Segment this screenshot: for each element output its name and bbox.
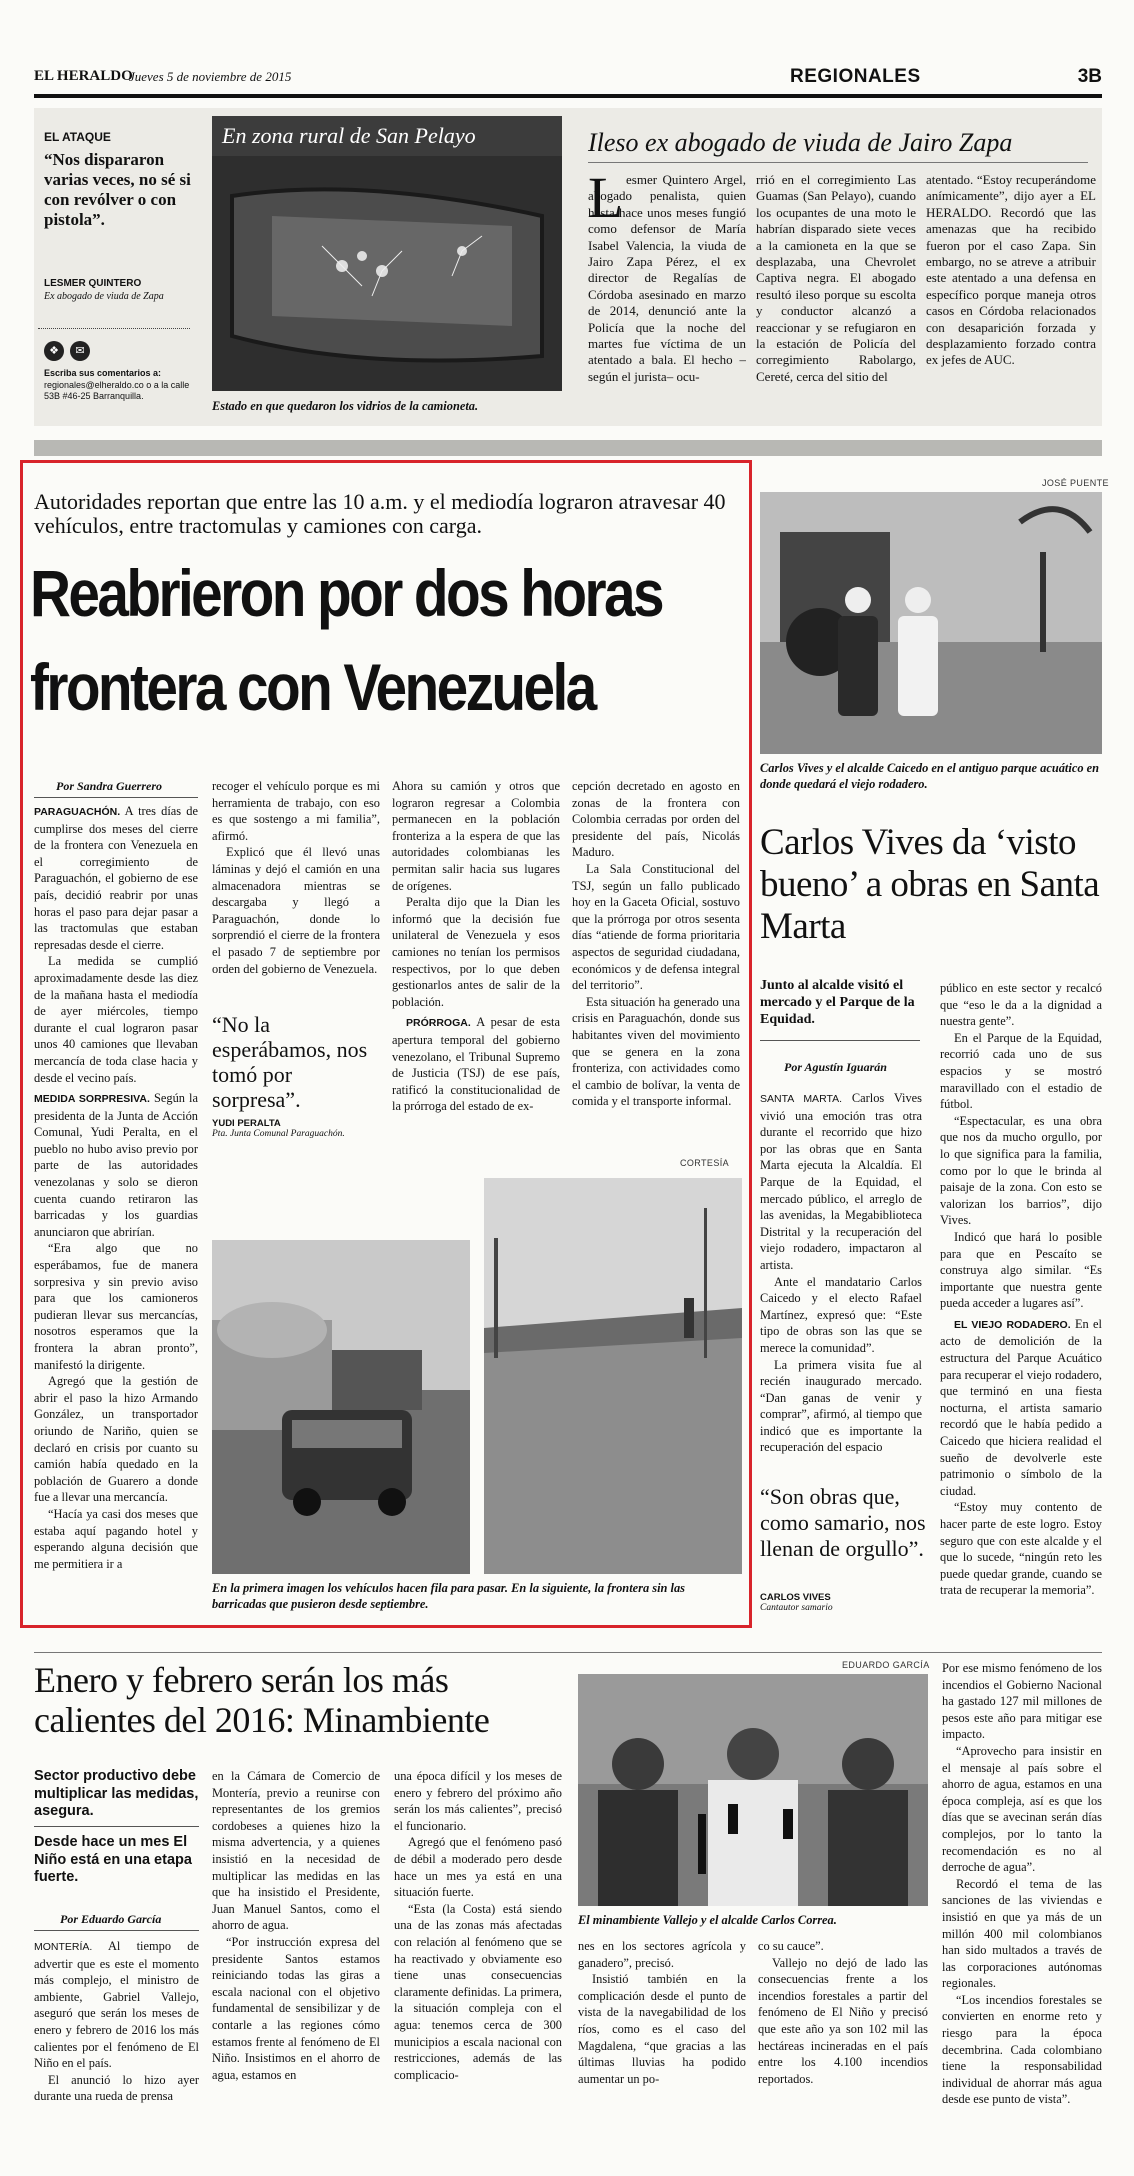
main-col-4: [572, 778, 740, 1150]
paragraph: nes en los sectores agrícola y ganadero”, precisó.: [578, 1939, 746, 1970]
paragraph: [34, 1938, 199, 2072]
top-story-col-3: [926, 172, 1096, 412]
photo-title-banner: [212, 116, 562, 156]
paragraph: “Esta (la Costa) está siendo una de las zonas más afectadas con relación al fenómeno que se ha reactivado y obviamente eso tiene unas consecuencias claramente definidas. La primera, la situación compleja con el agua: tenemos cerca de 300 municipios a escala nacional con restricciones, además de las complicacio-: [394, 1901, 562, 2082]
top-story-headline: Ileso ex abogado de viuda de Jairo Zapa: [588, 128, 1013, 157]
paragraph: “Por instrucción expresa del presidente Santos estamos reiniciando todas las giras a escala nacional con el objetivo fundamental de sensibilizar y de contarle a las regiones cómo estamos frente al fenómeno de El Niño. Insistimos en el ahorro de agua, estamos en: [212, 1934, 380, 2082]
paragraph: [760, 1090, 922, 1274]
main-byline-rule: [34, 797, 198, 798]
paragraph: Agregó que el fenómeno pasó de débil a moderado pero desde hace un mes ya está en una situación fuerte.: [394, 1835, 562, 1900]
paragraph-text: A pesar de esta apertura temporal del gobierno venezolano, el Tribunal Supremo de Justicia (TSJ) de ese país, ratificó la constitucionalidad de la prórroga del estado de ex-: [392, 1015, 560, 1114]
top-story-photo: [212, 116, 562, 391]
paragraph: Ahora su camión y otros que lograron regresar a Colombia permanecen en la población fronteriza a la espera de que las autoridades colombianas les permitan salir hacia sus lugares de orígenes.: [392, 779, 560, 893]
paragraph: [34, 803, 198, 953]
photo-title: En zona rural de San Pelayo: [222, 123, 476, 148]
top-story-col-1: [588, 165, 746, 412]
paragraph: “Los incendios forestales se convierten en enorme reto y riesgo para la época decembrina. Cada colombiano tiene la responsabilidad individual de ahorrar más agua desde ese punto de vista”.: [942, 1992, 1102, 2107]
main-col-1: [34, 803, 198, 1621]
paragraph: “Estoy muy contento de hacer parte de este logro. Estoy seguro que con este alcalde y el que lo sucede, “ningún reto les puede quedar grande, cuando se trata de recuperar la memoria”.: [940, 1500, 1102, 1598]
press-conference-image: [578, 1674, 928, 1906]
paragraph: En el Parque de la Equidad, recorrió cada uno de sus espacios y se mostró maravillado con el estadio de fútbol.: [940, 1030, 1102, 1112]
sidebar-divider: [38, 328, 190, 329]
paragraph: [34, 1090, 198, 1240]
paragraph: Indicó que hará lo posible para que en Pescaíto se construya algo similar. “Es importante que nuestra gente pueda acceder a lugares así”.: [940, 1229, 1102, 1311]
paragraph: [392, 1014, 560, 1115]
vives-byline: Por Agustín Iguarán: [784, 1060, 887, 1074]
vives-pullquote: “Son obras que, como samario, nos llenan de orgullo”.: [760, 1484, 926, 1561]
page-number: 3B: [1077, 66, 1102, 87]
bottom-col-3: [394, 1768, 562, 2134]
paragraph: “Aprovecho para insistir en el mensaje al país sobre el ahorro de agua, estamos en una época compleja, así es que los días que se avecinan serán días complejos, por lo tanto la recomendación es no al derroche de agua”.: [942, 1743, 1102, 1875]
subhead: MEDIDA SORPRESIVA.: [34, 1093, 150, 1106]
paragraph: “Era algo que no esperábamos, fue de manera sorpresiva y sin previo aviso para que los camioneros pudieran llevar sus mercancías, nosotros esperamos que la frontera la abran pronto”, manifestó la dirigente.: [34, 1241, 198, 1372]
main-photo-trucks: [212, 1240, 470, 1574]
paragraph-text: En el acto de demolición de la estructura del Parque Acuático para recuperar el viejo rodadero, que terminó en una fiesta nocturna, el artista samario recordó que le había pedido a Caicedo que hiciera realidad el sueño de devolverle este patrimonio o símbolo de la ciudad.: [940, 1316, 1102, 1498]
paragraph: Vallejo no dejó de lado las consecuencias frente a los incendios forestales a partir del fenómeno de El Niño y precisó que este año ya son 102 mil las hectáreas incineradas en el país entre los 4.100 incendios reportados.: [758, 1955, 928, 2086]
main-photo-credit: CORTESÍA: [680, 1158, 730, 1168]
section-name: REGIONALES: [790, 66, 921, 87]
section-separator-band: [34, 440, 1102, 456]
bottom-photo-caption: El minambiente Vallejo y el alcalde Carlos Correa.: [578, 1913, 837, 1927]
paragraph: “Espectacular, es una obra que nos da mucho orgullo, por lo que significa para la familia, como por lo que le brinda al paisaje de la zona. Con esto se valorizan los barrios”, dijo Vives.: [940, 1113, 1102, 1228]
paragraph: Recordó el tema de las sanciones de las viviendas e insistió en que ya más de un millón 400 mil colombianos han sido multados a través de las corporaciones autónomas regionales.: [942, 1876, 1102, 1991]
main-col-2: [212, 778, 380, 1018]
shattered-windshield-image: [212, 156, 562, 391]
empty-border-road-image: [484, 1178, 742, 1574]
dateline: MONTERÍA.: [34, 1941, 93, 1953]
comments-label: Escriba sus comentarios a:: [44, 368, 162, 378]
bottom-headline: Enero y febrero serán los más calientes del 2016: Minambiente: [34, 1660, 490, 1740]
bottom-photo-credit: EDUARDO GARCÍA: [842, 1660, 930, 1670]
page-header: [34, 66, 1102, 92]
bottom-col-5: [758, 1938, 928, 2134]
paragraph: El anunció lo hizo ayer durante una rueda de prensa: [34, 2072, 199, 2104]
vives-photo-caption: Carlos Vives y el alcalde Caicedo en el antiguo parque acuático en donde quedará el viejo rodadero.: [760, 761, 1099, 791]
paragraph: “Hacía ya casi dos meses que estaba aquí pagando hotel y esperando alguna decisión que me permitiera ir a: [34, 1506, 198, 1571]
top-headline-rule: [588, 162, 1088, 163]
bottom-col-6: [942, 1660, 1102, 2134]
top-story-col-2: [756, 172, 916, 412]
edition-date: Jueves 5 de noviembre de 2015: [129, 69, 292, 84]
paragraph: Explicó que él llevó unas láminas y dejó el camión en una almacenadora mientras se descargaba y llegó a Paraguachón, donde lo sorprendió el cierre de la frontera el pasado 7 de septiembre por orden del gobierno de Venezuela.: [212, 845, 380, 976]
bottom-byline: Por Eduardo García: [60, 1912, 162, 1926]
sidebar-author-role: Ex abogado de viuda de Zapa: [44, 291, 164, 302]
pullquote-name: YUDI PERALTA: [212, 1118, 281, 1129]
paragraph: en la Cámara de Comercio de Montería, previo a reunirse con representantes de los gremios cordobeses a quienes hizo la misma advertencia, y a quienes insistió en la necesidad de multiplicar las medidas en las que ha insistido el Presidente, Juan Manuel Santos, como el ahorro de agua.: [212, 1769, 380, 1933]
speech-bubble-icon[interactable]: ❖: [44, 341, 64, 361]
paragraph-text: Carlos Vives vivió una emoción tras otra durante el recorrido que hizo por las obras que en Santa Marta ejecuta la Alcaldía. El Parque de la Equidad, el mercado público, el arreglo de las avenidas, la Megabiblioteca Distrital y la recuperación del viejo rodadero, impactaron al artista.: [760, 1091, 922, 1272]
subhead: EL VIEJO RODADERO.: [954, 1318, 1071, 1331]
paragraph: cepción decretado en agosto en zonas de la frontera con Colombia cerradas por orden del presidente del país, Nicolás Maduro.: [572, 779, 740, 860]
bottom-summary-2: Desde hace un mes El Niño está en una etapa fuerte.: [34, 1834, 192, 1885]
paragraph: recoger el vehículo porque es mi herramienta de trabajo, con eso es que sostengo a mi familia”, afirmó.: [212, 779, 380, 843]
main-photo-border: [484, 1178, 742, 1574]
paragraph: Insistió también en la complicación desde el punto de vista de la navegabilidad de los ríos, como es el caso del Magdalena, “que gracias a las últimas lluvias ha podido aumentar un po-: [578, 1972, 746, 2086]
paragraph: rrió en el corregimiento Las Guamas (San Pelayo), cuando los ocupantes de una moto le habrían disparado siete veces a la camioneta en la que se desplazaba, una Chevrolet Captiva negra. El abogado resultó ileso porque su escolta y conductor alcanzó a reaccionar y se refugiaron en la estación de Policía del corregimiento Rabolargo, Cereté, cerca del sitio del: [756, 172, 916, 384]
dateline: PARAGUACHÓN.: [34, 806, 121, 818]
paragraph: Peralta dijo que la Dian les informó que la decisión fue unilateral de Venezuela y esos camiones no tenían los permisos respectivos, por lo que deben gestionarlos antes de salir de la población.: [392, 895, 560, 1009]
pullquote-role: Pta. Junta Comunal Paraguachón.: [212, 1129, 345, 1139]
paragraph: [940, 1316, 1102, 1500]
bottom-summary-1: Sector productivo debe multiplicar las medidas, asegura.: [34, 1768, 199, 1819]
drop-cap: L: [588, 165, 624, 230]
vives-col-1: [760, 1090, 922, 1480]
vives-photo: [760, 492, 1102, 754]
paragraph: co su cauce”.: [758, 1939, 824, 1953]
sidebar-quote: “Nos dispararon varias veces, no sé si con revólver o con pistola”.: [44, 150, 191, 229]
sidebar-kicker: EL ATAQUE: [44, 130, 111, 144]
bottom-col-2: [212, 1768, 380, 2134]
main-subtitle: Autoridades reportan que entre las 10 a.m. y el mediodía lograron atravesar 40 vehículos, entre tractomulas y camiones con carga.: [34, 489, 726, 538]
vives-headline: Carlos Vives da ‘visto bueno’ a obras en Santa Marta: [760, 822, 1100, 947]
vives-col-2: [940, 980, 1102, 1620]
paragraph: Por ese mismo fenómeno de los incendios el Gobierno Nacional ha gastado 127 mil millones de pesos este año para mitigar ese impacto.: [942, 1661, 1102, 1742]
paragraph-text: Según la presidenta de la Junta de Acción Comunal, Yudi Peralta, en el pueblo no hubo aviso previo por parte de las autoridades venezolanas y solo se dieron cuenta cuando retiraron las barricadas y los guardias anunciaron que abrirían.: [34, 1091, 198, 1239]
top-photo-caption: Estado en que quedaron los vidrios de la camioneta.: [212, 399, 479, 413]
bottom-col-4: [578, 1938, 746, 2134]
vives-pullquote-name: CARLOS VIVES: [760, 1592, 831, 1603]
sidebar-box: [34, 116, 196, 416]
paragraph-text: Al tiempo de advertir que es este el momento más complejo, el ministro de ambiente, Gabriel Vallejo, aseguró que serán los meses de enero y febrero de 2016 los más calientes por el fenómeno de El Niño en el país.: [34, 1939, 199, 2071]
main-headline-line-1: Reabrieron por dos horas: [30, 556, 662, 630]
paragraph: Ante el mandatario Carlos Caicedo y el electo Rafael Martínez, expresó que: “Este tipo de obras son las que se merece la comunidad”.: [760, 1274, 922, 1355]
paragraph: público en este sector y recalcó que “eso le da a la dignidad a nuestra gente”.: [940, 981, 1102, 1029]
main-headline-line-2: frontera con Venezuela: [30, 650, 595, 724]
vives-photo-credit: JOSÉ PUENTE: [1042, 478, 1109, 488]
bottom-byline-rule: [34, 1930, 199, 1931]
main-col-3: [392, 778, 560, 1150]
paragraph: La primera visita fue al recién inaugurado mercado. “Dan ganas de venir y comprar”, afirmó, al tiempo que indicó que es importante la recuperación del espacio: [760, 1357, 922, 1455]
header-rule: [34, 94, 1102, 98]
main-photo-caption: En la primera imagen los vehículos hacen fila para pasar. En la siguiente, la frontera sin las barricadas que pusieron desde septiembre.: [212, 1581, 685, 1611]
sidebar-author: LESMER QUINTERO: [44, 278, 142, 289]
bottom-section-rule: [34, 1652, 1102, 1653]
paragraph: La medida se cumplió aproximadamente desde las diez de la mañana hasta el mediodía de ayer miércoles, tiempo durante el cual lograron pasar unos 40 camiones que llevaban mercancía de toda clase hacia y desde el vecino país.: [34, 954, 198, 1085]
paragraph: esmer Quintero Argel, abogado penalista, quien hasta hace unos meses fungió como defensor de María Isabel Valencia, la viuda de Jairo Zapa Pérez, el ex director de Regalías de Córdoba asesinado en marzo de 2014, denunció ante la Policía que la noche del martes fue víctima de un atentado a bala. El hecho –según el jurista– ocu-: [588, 172, 746, 384]
paragraph: La Sala Constitucional del TSJ, según un fallo publicado hoy en la Gaceta Oficial, sostuvo que la prórroga por otros sesenta días “atiende de forma prioritaria aspectos de seguridad ciudadana, económicos y de defensa integral del territorio”.: [572, 861, 740, 993]
vives-summary: Junto al alcalde visitó el mercado y el Parque de la Equidad.: [760, 978, 915, 1027]
paragraph: Esta situación ha generado una crisis en Paraguachón, donde sus habitantes viven del movimiento que se genera en la zona fronteriza, con actividades como el cambio de bolívar, la venta de comida y el transporte informal.: [572, 994, 740, 1109]
main-pullquote: “No la esperábamos, nos tomó por sorpresa”.: [212, 1012, 368, 1112]
subhead: PRÓRROGA.: [406, 1017, 471, 1030]
email-icon[interactable]: ✉: [70, 341, 90, 361]
dateline: SANTA MARTA.: [760, 1093, 843, 1105]
comments-contact[interactable]: regionales@elheraldo.co o a la calle 53B #46-25 Barranquilla.: [44, 380, 190, 401]
paragraph: atentado. “Estoy recuperándome anímicamente”, dijo ayer a EL HERALDO. Recordó que las amenazas que ha recibido fueron por el caso Zapa. Sin embargo, no se atreve a atribuir este atentado a una defensa en específico porque maneja otros casos en Córdoba relacionados con desaparición forzada y desplazamiento forzado contra ex jefes de AUC.: [926, 172, 1096, 368]
bottom-col-1: [34, 1938, 199, 2134]
vives-and-mayor-image: [760, 492, 1102, 754]
bottom-summary-rule: [34, 1826, 199, 1827]
main-byline: Por Sandra Guerrero: [56, 779, 163, 793]
paragraph: una época difícil y los meses de enero y febrero del próximo año serán los más calientes”, precisó el funcionario.: [394, 1769, 562, 1833]
paragraph: Agregó que la gestión de abrir el paso la hizo Armando González, un transportador oriundo de Nariño, quien se declaró en crisis por cuanto su camión había quedado en la población de Guarero a donde fue a llevar una mercancía.: [34, 1374, 198, 1505]
vives-pullquote-role: Cantautor samario: [760, 1603, 833, 1613]
vives-summary-rule: [760, 1040, 920, 1041]
paragraph-text: A tres días de cumplirse dos meses del cierre de la frontera con Venezuela en el corregimiento de Paraguachón, el gobierno de ese país, decidió reabrir por unas horas el paso para dejar pasar a las tractomulas que estaban represadas desde el cierre.: [34, 804, 198, 952]
newspaper-name: EL HERALDO: [34, 68, 133, 84]
trucks-queue-image: [212, 1240, 470, 1574]
bottom-photo: [578, 1674, 928, 1906]
